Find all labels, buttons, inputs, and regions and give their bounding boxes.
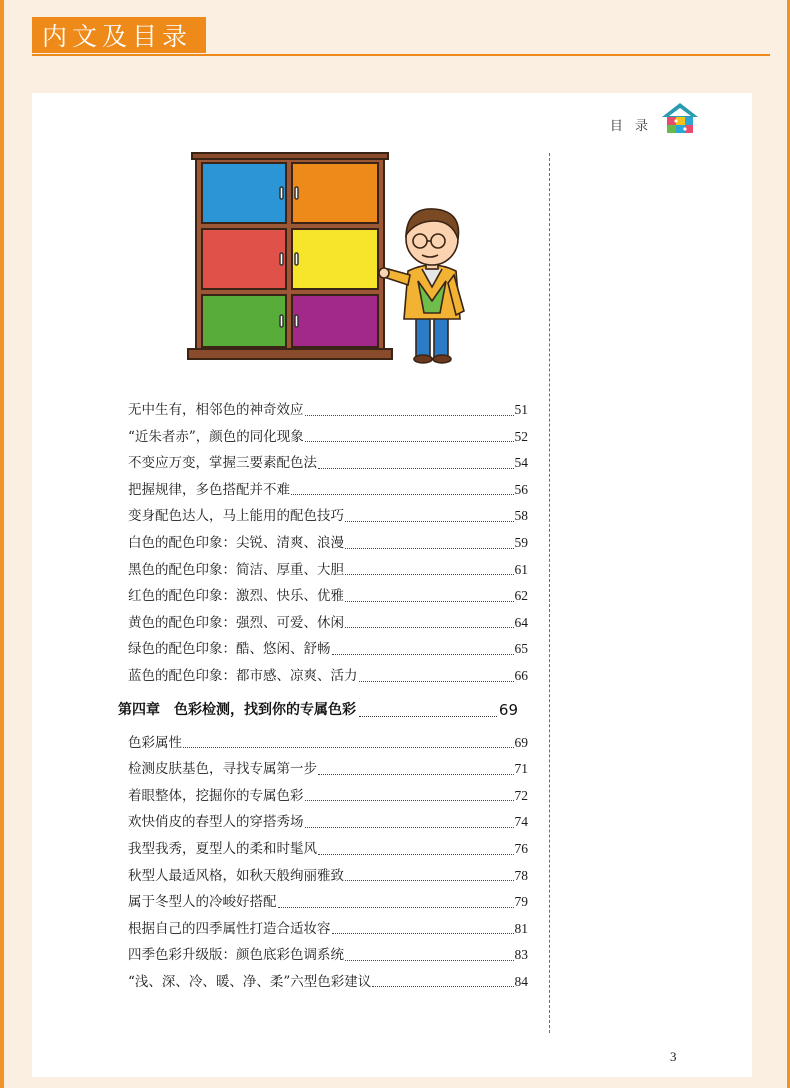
toc-entry[interactable]: 绿色的配色印象：酷、悠闲、舒畅 65 (128, 641, 528, 658)
toc-entry[interactable]: “浅、深、冷、暖、净、柔”六型色彩建议 84 (128, 973, 528, 990)
boy-figure (379, 209, 464, 363)
toc-entry[interactable]: 检测皮肤基色，寻找专属第一步 71 (128, 761, 528, 778)
toc-entry[interactable]: 蓝色的配色印象：都市感、凉爽、活力 66 (128, 667, 528, 684)
toc-entry[interactable]: 黑色的配色印象：简洁、厚重、大胆 61 (128, 561, 528, 578)
table-of-contents (118, 397, 528, 995)
toc-entry[interactable]: “近朱者赤”，颜色的同化现象 52 (128, 428, 528, 445)
toc-entry[interactable]: 色彩属性 69 (128, 734, 528, 751)
toc-entry[interactable]: 黄色的配色印象：强烈、可爱、休闲 64 (128, 614, 528, 631)
chapter-number: 第四章 (118, 701, 160, 718)
dashed-divider (549, 153, 550, 1033)
toc-entry[interactable]: 欢快俏皮的春型人的穿搭秀场 74 (128, 814, 528, 831)
color-cabinet (188, 153, 392, 359)
chapter-title: 色彩检测，找到你的专属色彩 (174, 701, 356, 718)
header-rule (32, 54, 770, 56)
book-page (32, 93, 752, 1077)
toc-entry[interactable]: 无中生有，相邻色的神奇效应 51 (128, 402, 528, 418)
toc-entry[interactable]: 白色的配色印象：尖锐、清爽、浪漫 59 (128, 534, 528, 551)
toc-entry[interactable]: 秋型人最适风格，如秋天般绚丽雅致 78 (128, 867, 528, 884)
section-header: 内文及目录 (32, 17, 206, 53)
puzzle-house-icon (660, 101, 700, 141)
toc-entry[interactable]: 我型我秀，夏型人的柔和时髦风 76 (128, 840, 528, 857)
toc-entry[interactable]: 着眼整体，挖掘你的专属色彩 72 (128, 787, 528, 804)
toc-entry[interactable]: 把握规律，多色搭配并不难 56 (128, 481, 528, 498)
toc-entry[interactable]: 变身配色达人，马上能用的配色技巧 58 (128, 508, 528, 525)
toc-entry[interactable]: 红色的配色印象：激烈、快乐、优雅 62 (128, 588, 528, 605)
left-frame-bar (0, 0, 4, 1088)
toc-entry[interactable]: 不变应万变，掌握三要素配色法 54 (128, 455, 528, 472)
toc-entry[interactable]: 四季色彩升级版：颜色底彩色调系统 83 (128, 947, 528, 964)
page-number: 3 (670, 1049, 677, 1064)
running-head: 目 录 (609, 119, 652, 134)
toc-entry[interactable]: 根据自己的四季属性打造合适妆容 81 (128, 920, 528, 937)
toc-entry[interactable]: 属于冬型人的冷峻好搭配 79 (128, 894, 528, 911)
cabinet-boy-illustration (182, 151, 472, 371)
toc-chapter-heading[interactable] (118, 690, 518, 730)
chapter-page: 69 (498, 700, 518, 719)
